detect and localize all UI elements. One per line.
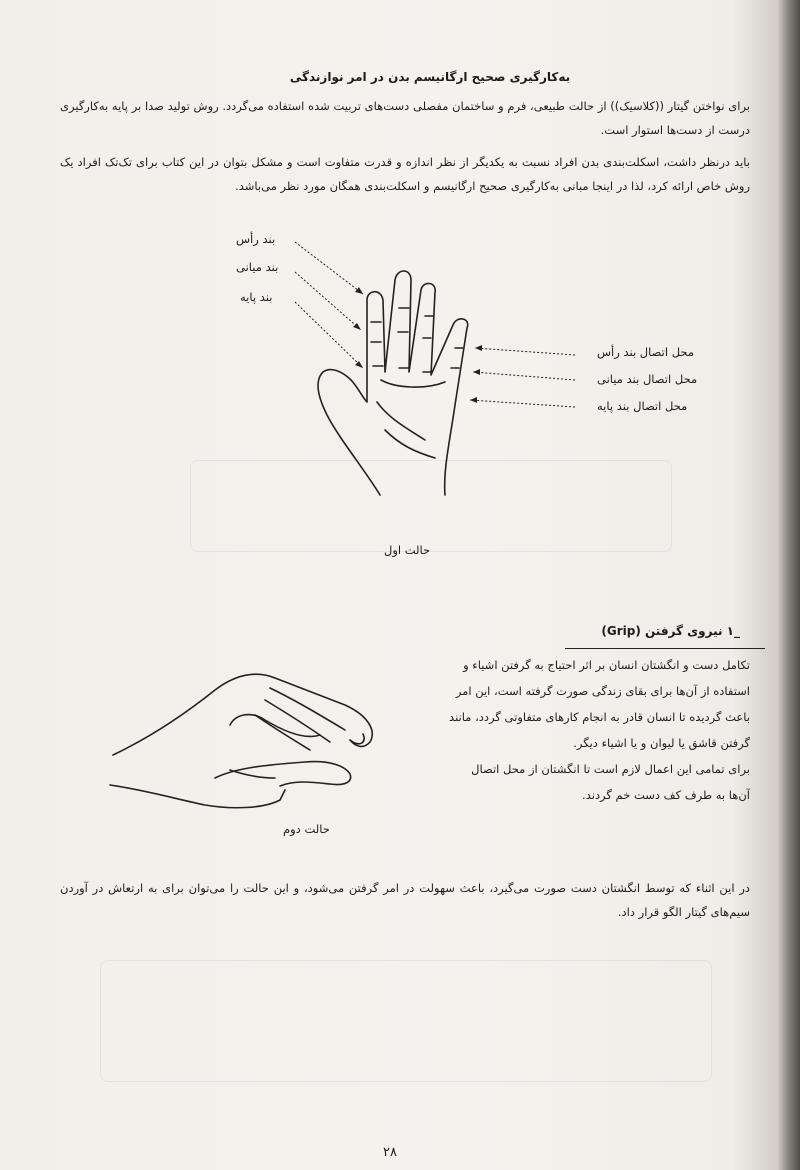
- section-title-grip: _۱ نیروی گرفتن (Grip): [601, 624, 740, 638]
- grip-line: تکامل دست و انگشتان انسان بر اثر احتیاج به گرفتن اشیاء و: [463, 658, 750, 672]
- label-base-joint: محل اتصال بند پایه: [597, 399, 688, 413]
- grip-line: گرفتن قاشق یا لیوان و یا اشیاء دیگر.: [573, 736, 750, 750]
- grip-line: آن‌ها به طرف کف دست خم گردند.: [582, 788, 750, 802]
- label-distal-joint: محل اتصال بند رأس: [597, 345, 694, 359]
- label-distal-phalanx: بند رأس: [236, 232, 276, 246]
- paragraph-3: در این اثناء که توسط انگشتان دست صورت می‌گیرد، باعث سهولت در امر گرفتن می‌شود، و این حالت را می‌توان برای به ارتعاش در آوردن سیم‌های گیتار الگو قرار داد.: [60, 881, 750, 919]
- paragraph-2: باید درنظر داشت، اسکلت‌بندی بدن افراد نسبت به یکدیگر از نظر اندازه و قدرت متفاوت است و مشکل بتوان در این کتاب برای تک‌تک افراد یک روش خاص ارائه کرد، لذا در اینجا مبانی به‌کارگیری صحیح ارگانیسم و اسکلت‌بندی همگان مورد نظر می‌باشد.: [60, 155, 750, 193]
- show-through-box: [100, 960, 712, 1082]
- label-proximal-phalanx: بند پایه: [240, 290, 273, 304]
- hand-diagram-grip: [105, 660, 395, 834]
- hand-diagram-open: [285, 230, 585, 514]
- grip-line: برای تمامی این اعمال لازم است تا انگشتان از محل اتصال: [471, 762, 750, 776]
- section-underline: [565, 648, 765, 649]
- page-number: ۲۸: [383, 1145, 397, 1160]
- figure-1-caption: حالت اول: [384, 543, 431, 557]
- grip-line: استفاده از آن‌ها برای بقای زندگی صورت گرفته است، این امر: [455, 684, 750, 698]
- section-heading: به‌کارگیری صحیح ارگانیسم بدن در امر نوازندگی: [289, 70, 571, 84]
- grip-text: [370, 652, 750, 808]
- paragraph-1: برای نواختن گیتار ((کلاسیک)) از حالت طبیعی، فرم و ساختمان مفصلی دست‌های تربیت شده استفاده می‌گردد. روش تولید صدا بر پایه به‌کارگیری درست از دست‌ها استوار است.: [60, 99, 750, 137]
- book-spine-shadow: [778, 0, 800, 1170]
- label-middle-joint: محل اتصال بند میانی: [597, 372, 698, 386]
- label-middle-phalanx: بند میانی: [236, 260, 279, 274]
- figure-2-caption: حالت دوم: [283, 822, 330, 836]
- grip-line: باعث گردیده تا انسان قادر به انجام کارهای متفاوتی گردد، مانند: [449, 710, 750, 724]
